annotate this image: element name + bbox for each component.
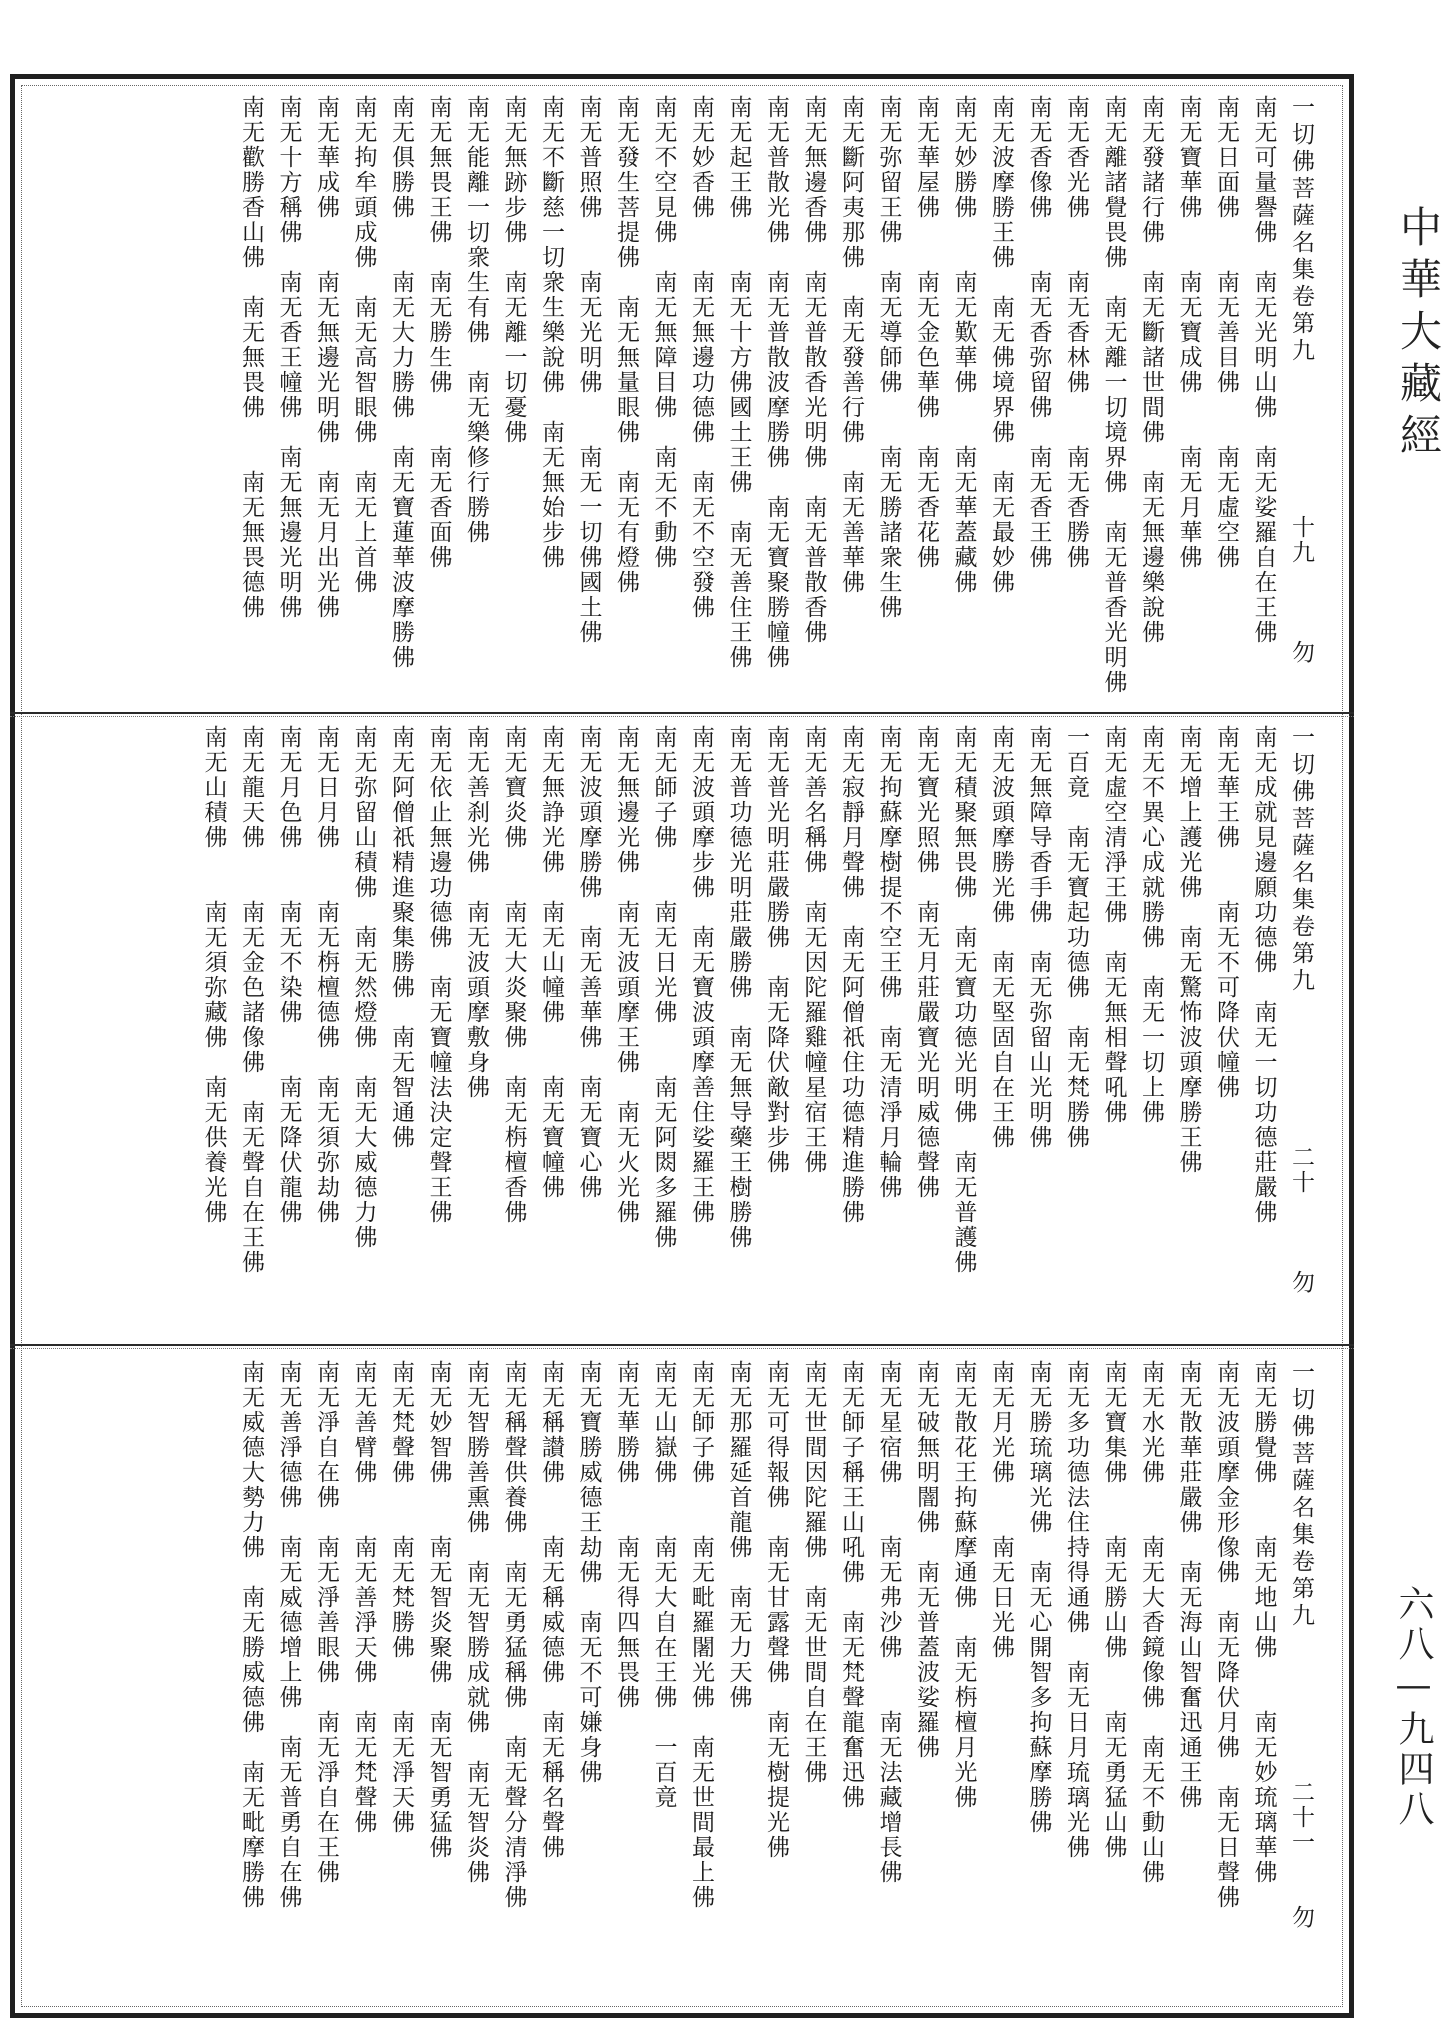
- leaf-number: 十九: [1288, 515, 1314, 565]
- sutra-column: 南无星宿佛 南无弗沙佛 南无法藏增長佛: [875, 1360, 902, 1885]
- sutra-column: 南无月色佛 南无不染佛 南无降伏龍佛: [275, 725, 302, 1225]
- sutra-column: 南无稱讃佛 南无稱威德佛 南无稱名聲佛: [538, 1360, 564, 1860]
- sutra-column: 南无妙香佛 南无無邊功德佛 南无不空發佛: [688, 95, 714, 620]
- sutra-column: 南无稱聲供養佛 南无勇猛稱佛 南无聲分清淨佛: [500, 1360, 527, 1910]
- sutra-column: 南无歡勝香山佛 南无無畏佛 南无無畏德佛: [238, 95, 264, 620]
- sutra-column: 南无無畏王佛 南无勝生佛 南无香面佛: [425, 95, 452, 570]
- sutra-column: 南无不斷慈一切衆生樂說佛 南无無始步佛: [538, 95, 564, 570]
- sutra-column: 南无淨自在佛 南无淨善眼佛 南无淨自在王佛: [313, 1360, 339, 1885]
- sutra-column: 南无無邊香佛 南无普散香光明佛 南无普散香佛: [800, 95, 827, 645]
- sutra-column: 南无阿僧祇精進聚集勝佛 南无智通佛: [388, 725, 414, 1150]
- sutra-column: 南无依止無邊功德佛 南无寶幢法決定聲王佛: [425, 725, 452, 1225]
- panel-header: 一切佛菩薩名集卷第九: [1288, 725, 1314, 995]
- sutra-column: 南无山積佛 南无須弥藏佛 南无供養光佛: [200, 725, 227, 1225]
- series-mark: 勿: [1288, 1905, 1314, 1930]
- sutra-column: 南无成就見邊願功德佛 南无一切功德莊嚴佛: [1250, 725, 1277, 1225]
- sutra-column: 南无散華莊嚴佛 南无海山智奮迅通王佛: [1175, 1360, 1202, 1810]
- sutra-column: 南无積聚無畏佛 南无寶功德光明佛 南无普護佛: [950, 725, 977, 1275]
- sutra-column: 南无香像佛 南无香弥留佛 南无香王佛: [1025, 95, 1052, 570]
- sutra-column: 南无多功德法住持得通佛 南无日月琉璃光佛: [1063, 1360, 1089, 1860]
- sutra-column: 南无無跡步佛 南无離一切憂佛: [500, 95, 527, 445]
- sutra-column: 南无師子稱王山吼佛 南无梵聲龍奮迅佛: [838, 1360, 864, 1810]
- sutra-column: 南无波摩勝王佛 南无佛境界佛 南无最妙佛: [988, 95, 1014, 595]
- sutra-panel-1: [120, 95, 1320, 700]
- sutra-column: 南无發諸行佛 南无斷諸世間佛 南无無邊樂說佛: [1138, 95, 1164, 645]
- sutra-column: 南无可量譽佛 南无光明山佛 南无娑羅自在王佛: [1250, 95, 1277, 645]
- sutra-column: 南无梵聲佛 南无梵勝佛 南无淨天佛: [388, 1360, 414, 1835]
- sutra-column: 南无寶華佛 南无寶成佛 南无月華佛: [1175, 95, 1202, 570]
- sutra-column: 南无增上護光佛 南无驚怖波頭摩勝王佛: [1175, 725, 1202, 1175]
- sutra-column: 南无勝琉璃光佛 南无心開智多拘蘇摩勝佛: [1025, 1360, 1052, 1835]
- sutra-column: 南无十方稱佛 南无香王幢佛 南无無邊光明佛: [275, 95, 302, 620]
- sutra-column: 南无寶集佛 南无勝山佛 南无勇猛山佛: [1100, 1360, 1127, 1860]
- leaf-number: 二十一: [1288, 1780, 1314, 1855]
- panel-divider-1: [10, 712, 1354, 714]
- sutra-column: 南无普光明莊嚴勝佛 南无降伏敵對步佛: [763, 725, 789, 1175]
- sutra-column: 南无世間因陀羅佛 南无世間自在王佛: [800, 1360, 827, 1785]
- sutra-column: 南无破無明闇佛 南无普蓋波娑羅佛: [913, 1360, 939, 1760]
- panel-header: 一切佛菩薩名集卷第九: [1288, 95, 1314, 365]
- sutra-column: 南无普照佛 南无光明佛 南无一切佛國土佛: [575, 95, 602, 645]
- sutra-column: 南无水光佛 南无大香鏡像佛 南无不動山佛: [1138, 1360, 1164, 1885]
- sutra-column: 南无山嶽佛 南无大自在王佛 一百竟: [650, 1360, 677, 1810]
- panel-divider-2: [10, 1344, 1354, 1346]
- sutra-column: 南无威德大勢力佛 南无勝威德佛 南无毗摩勝佛: [238, 1360, 264, 1910]
- sutra-column: 南无拘牟頭成佛 南无高智眼佛 南无上首佛: [350, 95, 377, 595]
- book-title: 中華大藏經: [1394, 205, 1443, 465]
- sutra-column: 南无日月佛 南无栴檀德佛 南无須弥劫佛: [313, 725, 339, 1225]
- sutra-column: 南无普功德光明莊嚴勝佛 南无無导藥王樹勝佛: [725, 725, 752, 1250]
- sutra-column: 南无善臂佛 南无善淨天佛 南无梵聲佛: [350, 1360, 377, 1835]
- sutra-column: 南无那羅延首龍佛 南无力天佛: [725, 1360, 752, 1710]
- sutra-column: 南无寶炎佛 南无大炎聚佛 南无栴檀香佛: [500, 725, 527, 1225]
- sutra-column: 南无虛空清淨王佛 南无無相聲吼佛: [1100, 725, 1127, 1125]
- sutra-column: 南无普散光佛 南无普散波摩勝佛 南无寶聚勝幢佛: [763, 95, 789, 670]
- sutra-column: 南无龍天佛 南无金色諸像佛 南无聲自在王佛: [238, 725, 264, 1275]
- sutra-column: 南无拘蘇摩樹提不空王佛 南无清淨月輪佛: [875, 725, 902, 1200]
- sutra-column: 南无不空見佛 南无無障目佛 南无不動佛: [650, 95, 677, 570]
- sutra-column: 南无無障导香手佛 南无弥留山光明佛: [1025, 725, 1052, 1150]
- sutra-column: 南无師子佛 南无毗羅闍光佛 南无世間最上佛: [688, 1360, 714, 1910]
- sutra-column: 南无波頭摩步佛 南无寶波頭摩善住娑羅王佛: [688, 725, 714, 1225]
- sutra-column: 南无師子佛 南无日光佛 南无阿閦多羅佛: [650, 725, 677, 1250]
- sutra-column: 南无離諸覺畏佛 南无離一切境界佛 南无普香光明佛: [1100, 95, 1127, 695]
- sutra-column: 南无俱勝佛 南无大力勝佛 南无寶蓮華波摩勝佛: [388, 95, 414, 670]
- sutra-column: 南无善刹光佛 南无波頭摩敷身佛: [463, 725, 489, 1100]
- sutra-column: 南无香光佛 南无香林佛 南无香勝佛: [1063, 95, 1089, 570]
- sutra-column: 南无波頭摩勝光佛 南无堅固自在王佛: [988, 725, 1014, 1150]
- sutra-column: 南无寶勝威德王劫佛 南无不可嫌身佛: [575, 1360, 602, 1785]
- sutra-panel-3: [120, 1360, 1320, 1965]
- series-mark: 勿: [1288, 640, 1314, 665]
- sutra-column: 南无發生菩提佛 南无無量眼佛 南无有燈佛: [613, 95, 639, 595]
- sutra-column: 南无勝覺佛 南无地山佛 南无妙琉璃華佛: [1250, 1360, 1277, 1885]
- panel-header: 一切佛菩薩名集卷第九: [1288, 1360, 1314, 1630]
- sutra-column: 南无弥留山積佛 南无然燈佛 南无大威德力佛: [350, 725, 377, 1250]
- sutra-column: 南无華屋佛 南无金色華佛 南无香花佛: [913, 95, 939, 570]
- sutra-column: 南无無邊光佛 南无波頭摩王佛 南无火光佛: [613, 725, 639, 1225]
- sutra-column: 南无月光佛 南无日光佛: [988, 1360, 1014, 1660]
- sutra-column: 南无散花王拘蘇摩通佛 南无栴檀月光佛: [950, 1360, 977, 1810]
- sutra-column: 南无寂靜月聲佛 南无阿僧祇住功德精進勝佛: [838, 725, 864, 1225]
- sutra-column: 南无斷阿夷那佛 南无發善行佛 南无善華佛: [838, 95, 864, 595]
- sutra-column: 南无寶光照佛 南无月莊嚴寶光明威德聲佛: [913, 725, 939, 1200]
- sutra-column: 南无妙智佛 南无智炎聚佛 南无智勇猛佛: [425, 1360, 452, 1860]
- sutra-column: 南无妙勝佛 南无歎華佛 南无華蓋藏佛: [950, 95, 977, 595]
- sutra-column: 一百竟 南无寶起功德佛 南无梵勝佛: [1063, 725, 1089, 1150]
- sutra-column: 南无波頭摩勝佛 南无善華佛 南无寶心佛: [575, 725, 602, 1200]
- sutra-column: 南无不異心成就勝佛 南无一切上佛: [1138, 725, 1164, 1125]
- sutra-column: 南无起王佛 南无十方佛國土王佛 南无善住王佛: [725, 95, 752, 670]
- sutra-column: 南无善名稱佛 南无因陀羅雞幢星宿王佛: [800, 725, 827, 1175]
- sutra-column: 南无華勝佛 南无得四無畏佛: [613, 1360, 639, 1710]
- page-number: 六八—九四八: [1393, 1585, 1434, 1830]
- sutra-column: 南无華成佛 南无無邊光明佛 南无月出光佛: [313, 95, 339, 620]
- sutra-column: 南无無諍光佛 南无山幢佛 南无寶幢佛: [538, 725, 564, 1200]
- sutra-column: 南无善淨德佛 南无威德增上佛 南无普勇自在佛: [275, 1360, 302, 1910]
- sutra-column: 南无能離一切衆生有佛 南无樂修行勝佛: [463, 95, 489, 545]
- sutra-column: 南无日面佛 南无善目佛 南无虛空佛: [1213, 95, 1239, 570]
- sutra-panel-2: [120, 725, 1320, 1330]
- sutra-column: 南无弥留王佛 南无導師佛 南无勝諸衆生佛: [875, 95, 902, 620]
- series-mark: 勿: [1288, 1270, 1314, 1295]
- sutra-column: 南无可得報佛 南无甘露聲佛 南无樹提光佛: [763, 1360, 789, 1860]
- sutra-column: 南无智勝善熏佛 南无智勝成就佛 南无智炎佛: [463, 1360, 489, 1885]
- sutra-column: 南无華王佛 南无不可降伏幢佛: [1213, 725, 1239, 1100]
- sutra-column: 南无波頭摩金形像佛 南无降伏月佛 南无日聲佛: [1213, 1360, 1239, 1910]
- leaf-number: 二十: [1288, 1145, 1314, 1195]
